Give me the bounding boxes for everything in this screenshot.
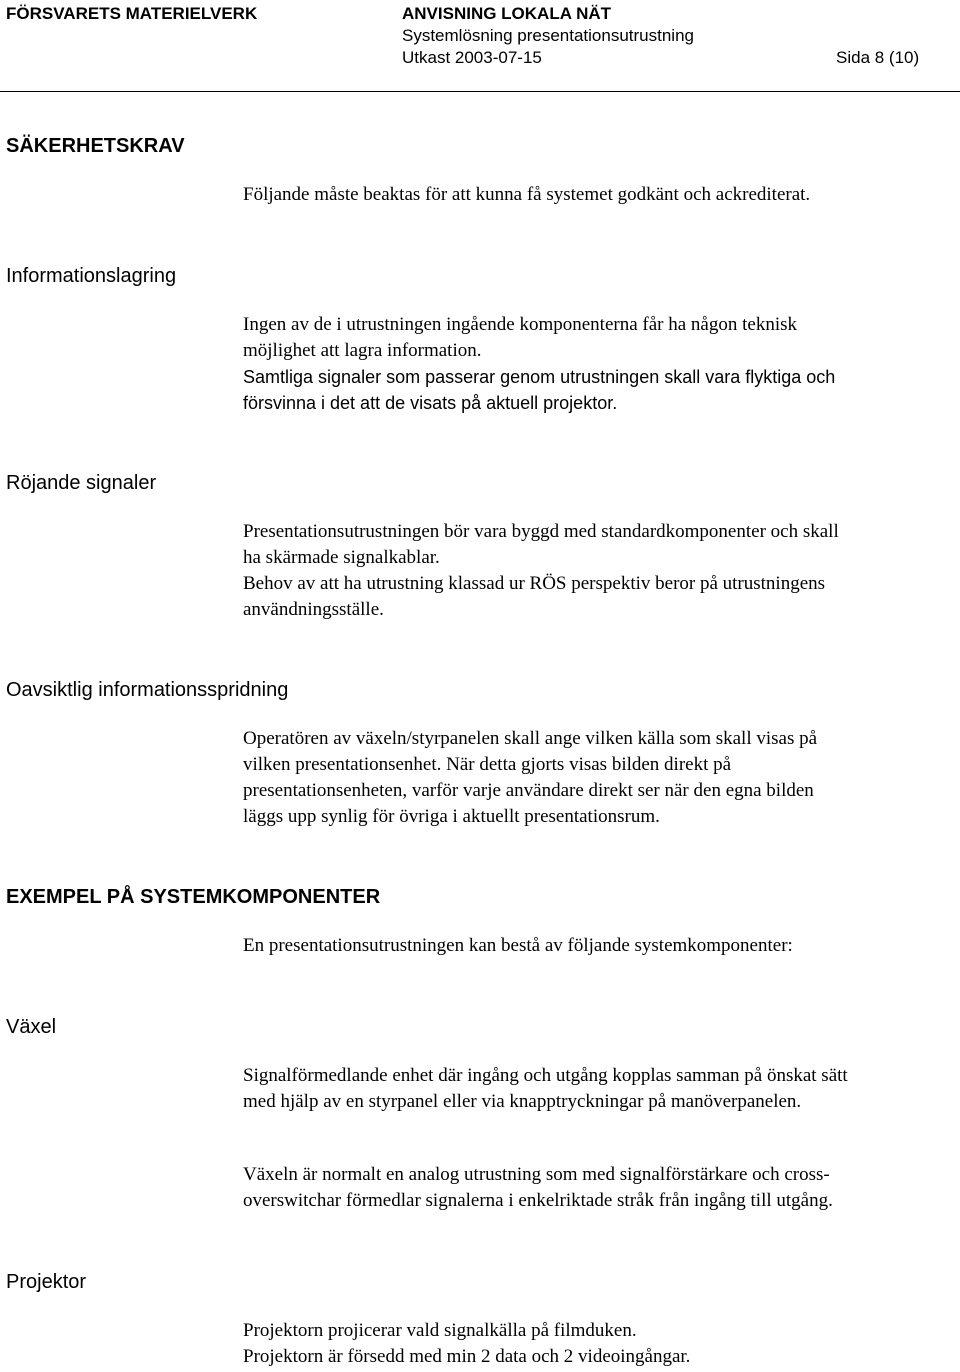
section-heading-spread: Oavsiktlig informationsspridning (6, 679, 289, 701)
text-line: Ingen av de i utrustningen ingående komponenterna får ha någon teknisk (243, 314, 797, 335)
text-line: med hjälp av en styrpanel eller via knapptryckningar på manöverpanelen. (243, 1091, 802, 1112)
section-heading-storage: Informationslagring (6, 265, 177, 287)
switch-paragraph-1 (243, 1063, 955, 1115)
text-line: Signalförmedlande enhet där ingång och utgång kopplas samman på önskat sätt (243, 1065, 848, 1086)
organization-name: FÖRSVARETS MATERIELVERK (6, 4, 258, 23)
page-number: Sida 8 (10) (836, 48, 920, 67)
text-line: försvinna i det att de visats på aktuell projektor. (243, 393, 618, 413)
text-line: Behov av att ha utrustning klassad ur RÖS perspektiv beror på utrustningens (243, 573, 826, 594)
text-line: presentationsenheten, varför varje användare direkt ser när den egna bilden (243, 780, 814, 801)
text-line: overswitchar förmedlar signalerna i enkelriktade stråk från ingång till utgång. (243, 1190, 833, 1211)
text-line: användningsställe. (243, 599, 384, 620)
text-line: läggs upp synlig för övriga i aktuellt presentationsrum. (243, 806, 660, 827)
section-heading-switch: Växel (6, 1016, 57, 1038)
text-line: Operatören av växeln/styrpanelen skall ange vilken källa som skall visas på (243, 728, 818, 749)
section-heading-examples: EXEMPEL PÅ SYSTEMKOMPONENTER (6, 886, 381, 908)
text-line: Samtliga signaler som passerar genom utrustningen skall vara flyktiga och (243, 367, 836, 387)
text-line: ha skärmade signalkablar. (243, 547, 440, 568)
document-subtitle: Systemlösning presentationsutrustning (402, 26, 694, 45)
projector-paragraph (243, 1318, 955, 1370)
header-divider (0, 91, 960, 92)
examples-intro (243, 933, 955, 959)
text-line: möjlighet att lagra information. (243, 340, 482, 361)
text-line: Projektorn är försedd med min 2 data och 2 videoingångar. (243, 1346, 691, 1367)
text-line: Presentationsutrustningen bör vara byggd med standardkomponenter och skall (243, 521, 839, 542)
draft-date: Utkast 2003-07-15 (402, 48, 542, 67)
document-title: ANVISNING LOKALA NÄT (402, 4, 612, 23)
text-line: Växeln är normalt en analog utrustning som med signalförstärkare och cross- (243, 1164, 830, 1185)
text-line: Projektorn projicerar vald signalkälla på filmduken. (243, 1320, 637, 1341)
text-line: vilken presentationsenhet. När detta gjorts visas bilden direkt på (243, 754, 732, 775)
switch-paragraph-2 (243, 1162, 955, 1214)
text-line: En presentationsutrustningen kan bestå av följande systemkomponenter: (243, 935, 793, 956)
section-heading-emanations: Röjande signaler (6, 472, 157, 494)
text-line: Följande måste beaktas för att kunna få systemet godkänt och ackrediterat. (243, 184, 811, 205)
storage-paragraph (243, 312, 955, 416)
emanations-paragraph (243, 519, 955, 623)
security-intro (243, 182, 955, 208)
spread-paragraph (243, 726, 955, 830)
section-heading-projector: Projektor (6, 1271, 87, 1293)
section-heading-security: SÄKERHETSKRAV (6, 135, 185, 157)
